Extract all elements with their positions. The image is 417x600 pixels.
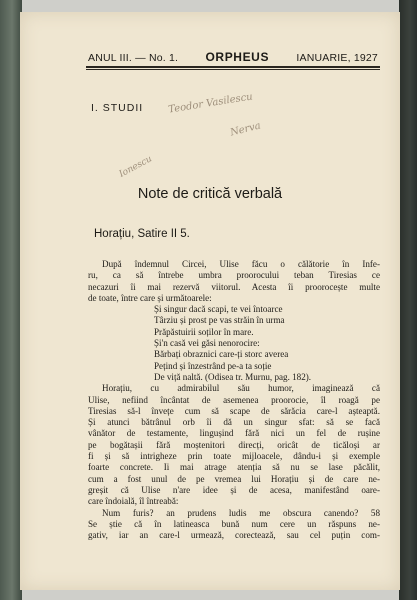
- text-line: Tiresias să-l învețe cum să scape de sărăcia care-l așteaptă.: [88, 405, 380, 416]
- verse-line: Și singur dacă scapi, te vei întoarce: [154, 304, 283, 315]
- article-body: [88, 259, 380, 541]
- handwritten-note: Teodor Vasilescu: [167, 91, 254, 116]
- verse-line: Pețind și înzestrând pe-a ta soție: [154, 360, 272, 371]
- text-line: Horațiu, cu admirabilul său humor, imaginează că: [102, 383, 380, 394]
- text-line: cum a fost unul de pe vremea lui Horațiu și de care ne-: [88, 473, 380, 484]
- header-rule-thin: [86, 69, 380, 70]
- handwritten-note: Nerva: [229, 120, 262, 139]
- book-cover-edge: [399, 0, 417, 600]
- journal-name: ORPHEUS: [205, 50, 270, 64]
- section-heading: I. STUDII: [91, 102, 144, 114]
- text-line: După îndemnul Circei, Ulise făcu o călătorie în Infe-: [102, 259, 380, 269]
- text-line: Se știe că în latineasca bună num cere un răspuns ne-: [88, 518, 380, 529]
- text-line: foarte concrete. Ii mai atrage atenția să nu se lase păcălit,: [88, 462, 380, 473]
- issue-date: IANUARIE, 1927: [296, 52, 378, 64]
- text-line: ru, ca să întrebe umbra proorocului teban Tiresias ce: [88, 270, 380, 281]
- article-title: Note de critică verbală: [137, 186, 283, 202]
- text-line: fi și să intrigheze prin toate mijloacele, dându-i și exemple: [88, 451, 380, 462]
- text-line: pe bogătașii fără moștenitori direcți, oricât de ticăloși ar: [88, 439, 380, 450]
- handwritten-note: Ionescu: [117, 154, 154, 180]
- header-rule: [86, 66, 380, 68]
- journal-page: [20, 12, 400, 590]
- text-line: care îndoială, îl întreabă:: [88, 496, 179, 507]
- quotation-line: Num furis? an prudens ludis me obscura canendo? 58: [102, 507, 380, 518]
- page-header: [88, 50, 378, 64]
- verse-line: Bărbați obraznici care-ți storc averea: [154, 349, 289, 360]
- text-line: gativ, iar an care-l urmează, corectează, sau cel puțin com-: [88, 530, 380, 541]
- volume-number: ANUL III. — No. 1.: [88, 52, 179, 64]
- verse-line: Și'n casă vei găsi nenorocire:: [154, 338, 260, 349]
- verse-line: De viță naltă. (Odisea tr. Murnu, pag. 182).: [154, 371, 312, 382]
- text-line: Ulise, nefiind încântat de asemenea proorocie, îl roagă pe: [88, 394, 380, 405]
- text-line: vânător de testamente, lingușind fără nici un fel de rușine: [88, 428, 380, 439]
- verse-line: Târziu și prost pe vas străin în urma: [154, 315, 285, 326]
- book-spine: [0, 0, 22, 600]
- text-line: de toate, între care și următoarele:: [88, 292, 212, 303]
- text-line: Și atunci bătrânul orb îi dă un singur sfat: să se facă: [88, 417, 380, 428]
- text-line: greșit că Ulise n'are idee și de acesa, manifestând oare-: [88, 484, 380, 495]
- article-subtitle: Horațiu, Satire II 5.: [94, 228, 190, 240]
- verse-line: Prăpăstuirii soților în mare.: [154, 326, 254, 337]
- text-line: necazuri îi mai rezervă viitorul. Acesta îi proorocește multe: [88, 281, 380, 292]
